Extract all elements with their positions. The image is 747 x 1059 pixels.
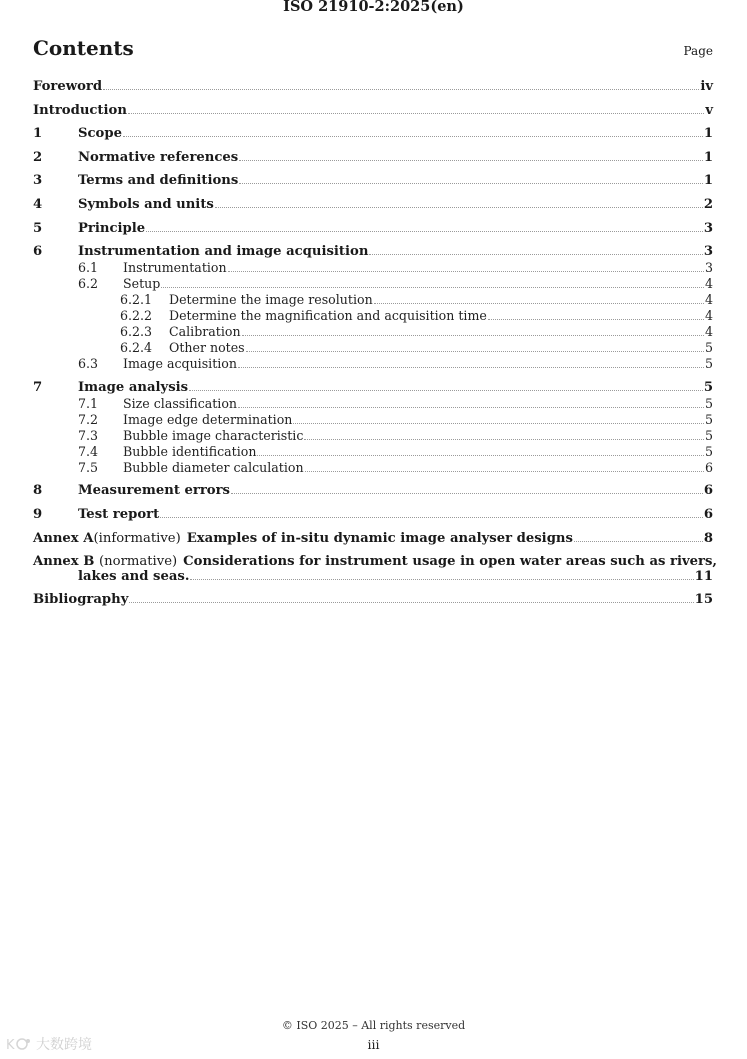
toc-dot-leader [231, 493, 703, 494]
toc-entry-page: 5 [704, 356, 713, 372]
toc-entry-number: 5 [33, 220, 43, 236]
toc-dot-leader [369, 254, 702, 255]
toc-entry-title: Introduction [33, 102, 127, 118]
toc-entry-title: Image edge determination [123, 411, 293, 427]
toc-dot-leader [146, 231, 703, 232]
annex-label: Annex B [33, 554, 95, 570]
toc-entry-number: 1 [33, 126, 43, 142]
toc-entry-page: 11 [694, 569, 713, 585]
annex-label: Annex A [33, 530, 94, 546]
toc-entry-title: Calibration [169, 324, 241, 340]
toc-entry-number: 7.3 [78, 427, 99, 443]
toc-entry-number: 6.2.1 [120, 292, 153, 308]
toc-dot-leader [161, 287, 704, 288]
toc-dot-leader [129, 602, 693, 603]
page-number: iii [367, 1037, 380, 1052]
toc-entry-page: 5 [704, 443, 713, 459]
toc-dot-leader [215, 207, 703, 208]
toc-dot-leader [239, 160, 703, 161]
toc-dot-leader [305, 471, 704, 472]
toc-entry-number: 6.2.3 [120, 324, 153, 340]
toc-dot-leader [574, 541, 703, 542]
toc-entry-page: 5 [704, 427, 713, 443]
toc-dot-leader [160, 517, 703, 518]
toc-entry-title: Bibliography [33, 591, 129, 607]
toc-dot-leader [257, 455, 704, 456]
toc-entry-number: 6 [33, 244, 43, 260]
toc-entry-title: Bubble diameter calculation [123, 459, 304, 475]
toc-entry-number: 4 [33, 196, 43, 212]
watermark-text: 大数跨境 [36, 1037, 92, 1053]
toc-dot-leader [128, 113, 704, 114]
toc-entry-title: Considerations for instrument usage in open water areas such as rivers, [183, 554, 718, 570]
toc-entry-page: 6 [704, 459, 713, 475]
toc-entry-title: Image acquisition [123, 356, 237, 372]
toc-entry[interactable] [33, 460, 713, 476]
toc-entry-page: 4 [704, 324, 713, 340]
annex-type: (normative) [99, 554, 178, 570]
toc-entry[interactable] [33, 276, 713, 292]
toc-entry-page: 5 [704, 411, 713, 427]
page-column-label: Page [683, 44, 713, 58]
toc-entry-title: Bubble identification [123, 443, 257, 459]
toc-dot-leader [238, 367, 704, 368]
toc-entry-number: 7.2 [78, 411, 99, 427]
watermark [6, 1034, 92, 1054]
toc-annex-entry[interactable] [33, 554, 718, 585]
toc-dot-leader [238, 407, 704, 408]
toc-dot-leader [293, 423, 704, 424]
toc-entry-number: 6.2.2 [120, 308, 153, 324]
toc-entry-page: 4 [704, 276, 713, 292]
toc-entry-title: Setup [123, 276, 161, 292]
toc-entry-page: 6 [703, 483, 713, 499]
toc-entry-title: Determine the image resolution [169, 292, 373, 308]
toc-entry-page: 3 [703, 220, 713, 236]
toc-entry-page: 5 [704, 340, 713, 356]
toc-entry[interactable] [33, 221, 713, 237]
toc-dot-leader [374, 303, 704, 304]
toc-entry-number: 6.3 [78, 356, 99, 372]
toc-dot-leader [239, 183, 703, 184]
toc-entry-title-continued: lakes and seas. [78, 569, 190, 585]
table-of-contents [33, 79, 718, 608]
toc-entry-page: 6 [703, 506, 713, 522]
toc-entry[interactable] [33, 412, 713, 428]
toc-entry[interactable] [33, 260, 713, 276]
toc-entry[interactable] [33, 380, 713, 396]
toc-entry-title: Instrumentation [123, 260, 227, 276]
toc-entry[interactable] [33, 126, 713, 142]
toc-entry[interactable] [33, 79, 713, 95]
toc-entry-title: Foreword [33, 79, 103, 94]
toc-entry-page: 1 [703, 126, 713, 142]
toc-entry-page: v [705, 102, 713, 118]
toc-entry-number: 7 [33, 379, 43, 395]
toc-entry-page: 2 [703, 196, 713, 212]
toc-entry-page: iv [700, 79, 713, 94]
document-header: ISO 21910-2:2025(en) [283, 0, 464, 15]
toc-entry-number: 7.5 [78, 459, 99, 475]
toc-entry[interactable] [33, 592, 713, 608]
svg-text:K: K [6, 1038, 15, 1052]
annex-type: (informative) [93, 530, 181, 546]
toc-entry-title: Instrumentation and image acquisition [78, 244, 369, 260]
toc-entry[interactable] [33, 340, 713, 356]
toc-entry[interactable] [33, 197, 713, 213]
toc-entry-page: 4 [704, 292, 713, 308]
toc-entry-title: Test report [78, 506, 160, 522]
toc-annex-entry[interactable] [33, 531, 713, 547]
toc-dot-leader [304, 439, 704, 440]
toc-entry-title: Image analysis [78, 379, 189, 395]
toc-entry-page: 1 [703, 173, 713, 189]
toc-entry[interactable] [33, 173, 713, 189]
toc-entry-number: 6.2.4 [120, 340, 153, 356]
toc-entry-title: Terms and definitions [78, 173, 239, 189]
toc-entry-page: 5 [704, 395, 713, 411]
toc-entry-page: 1 [703, 149, 713, 165]
toc-entry-page: 15 [694, 591, 713, 607]
toc-entry-title: Principle [78, 220, 146, 236]
toc-entry-number: 6.1 [78, 260, 99, 276]
toc-entry-number: 7.4 [78, 443, 99, 459]
toc-entry[interactable] [33, 150, 713, 166]
toc-entry-page: 8 [703, 530, 713, 546]
toc-entry[interactable] [33, 428, 713, 444]
toc-entry-title: Symbols and units [78, 196, 214, 212]
toc-dot-leader [189, 390, 703, 391]
toc-dot-leader [228, 271, 704, 272]
toc-dot-leader [103, 89, 699, 90]
toc-entry[interactable] [33, 292, 713, 308]
toc-entry-title: Bubble image characteristic [123, 427, 304, 443]
toc-entry-page: 5 [703, 379, 713, 395]
toc-entry-title: Other notes [169, 340, 245, 356]
toc-entry-number: 8 [33, 483, 43, 499]
toc-entry-page: 3 [704, 260, 713, 276]
toc-entry-number: 3 [33, 173, 43, 189]
toc-entry-title: Normative references [78, 149, 239, 165]
copyright-footer: © ISO 2025 – All rights reserved [281, 1019, 466, 1032]
toc-entry-page: 3 [703, 244, 713, 260]
toc-entry-title: Size classification [123, 395, 238, 411]
toc-entry-title: Measurement errors [78, 483, 230, 499]
toc-entry-title: Scope [78, 126, 122, 142]
toc-entry[interactable] [33, 444, 713, 460]
toc-entry-number: 6.2 [78, 276, 99, 292]
toc-dot-leader [488, 319, 704, 320]
toc-entry[interactable] [33, 507, 713, 523]
toc-entry[interactable] [33, 356, 713, 372]
toc-entry-title: Determine the magnification and acquisition time [169, 308, 487, 324]
toc-entry-number: 9 [33, 506, 43, 522]
toc-entry[interactable] [33, 308, 713, 324]
toc-dot-leader [246, 351, 704, 352]
toc-entry-number: 7.1 [78, 395, 99, 411]
toc-entry-title: Examples of in-situ dynamic image analyser designs [186, 530, 573, 546]
toc-entry[interactable] [33, 324, 713, 340]
toc-dot-leader [242, 335, 704, 336]
toc-entry-number: 2 [33, 149, 43, 165]
toc-entry[interactable] [33, 396, 713, 412]
toc-entry-page: 4 [704, 308, 713, 324]
toc-entry[interactable] [33, 103, 713, 119]
toc-dot-leader [190, 579, 693, 580]
toc-entry[interactable] [33, 244, 713, 260]
page-title: Contents [33, 36, 134, 60]
watermark-logo-icon [6, 1036, 32, 1052]
toc-dot-leader [123, 136, 703, 137]
toc-entry[interactable] [33, 483, 713, 499]
